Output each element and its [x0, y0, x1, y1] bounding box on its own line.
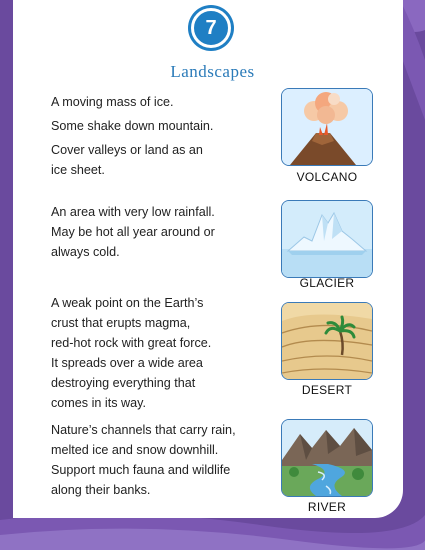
- clue-line: red-hot rock with great force.: [51, 336, 212, 350]
- volcano-picture: [281, 88, 373, 166]
- clue-2: [51, 202, 266, 262]
- clue-line: May be hot all year around or: [51, 225, 215, 239]
- volcano-icon: [282, 89, 372, 165]
- glacier-icon: [282, 201, 372, 277]
- page-title: Landscapes: [170, 62, 255, 81]
- clue-line: A moving mass of ice.: [51, 95, 174, 109]
- desert-icon: [282, 303, 372, 379]
- river-picture: [281, 419, 373, 497]
- clue-4: [51, 420, 266, 500]
- clue-line: ice sheet.: [51, 163, 105, 177]
- clue-line: comes in its way.: [51, 396, 146, 410]
- clue-line: Support much fauna and wildlife: [51, 463, 231, 477]
- word-desert: DESERT: [301, 383, 353, 397]
- glacier-picture: [281, 200, 373, 278]
- clue-line: An area with very low rainfall.: [51, 205, 215, 219]
- clue-line: melted ice and snow downhill.: [51, 443, 219, 457]
- clue-line: destroying everything that: [51, 376, 196, 390]
- desert-picture: [281, 302, 373, 380]
- clue-line: Some shake down mountain.: [51, 119, 214, 133]
- word-volcano: VOLCANO: [296, 170, 358, 184]
- clue-line: along their banks.: [51, 483, 151, 497]
- clue-line: Cover valleys or land as an: [51, 143, 203, 157]
- clue-3: [51, 293, 266, 413]
- clue-line: crust that erupts magma,: [51, 316, 191, 330]
- word-river: RIVER: [307, 500, 347, 514]
- clue-line: A weak point on the Earth’s: [51, 296, 204, 310]
- clue-1: [51, 92, 266, 180]
- clue-line: It spreads over a wide area: [51, 356, 203, 370]
- page-number-badge: 7: [191, 8, 231, 48]
- river-icon: [282, 420, 372, 496]
- clue-line: always cold.: [51, 245, 120, 259]
- clue-line: Nature’s channels that carry rain,: [51, 423, 236, 437]
- word-glacier: GLACIER: [299, 276, 355, 290]
